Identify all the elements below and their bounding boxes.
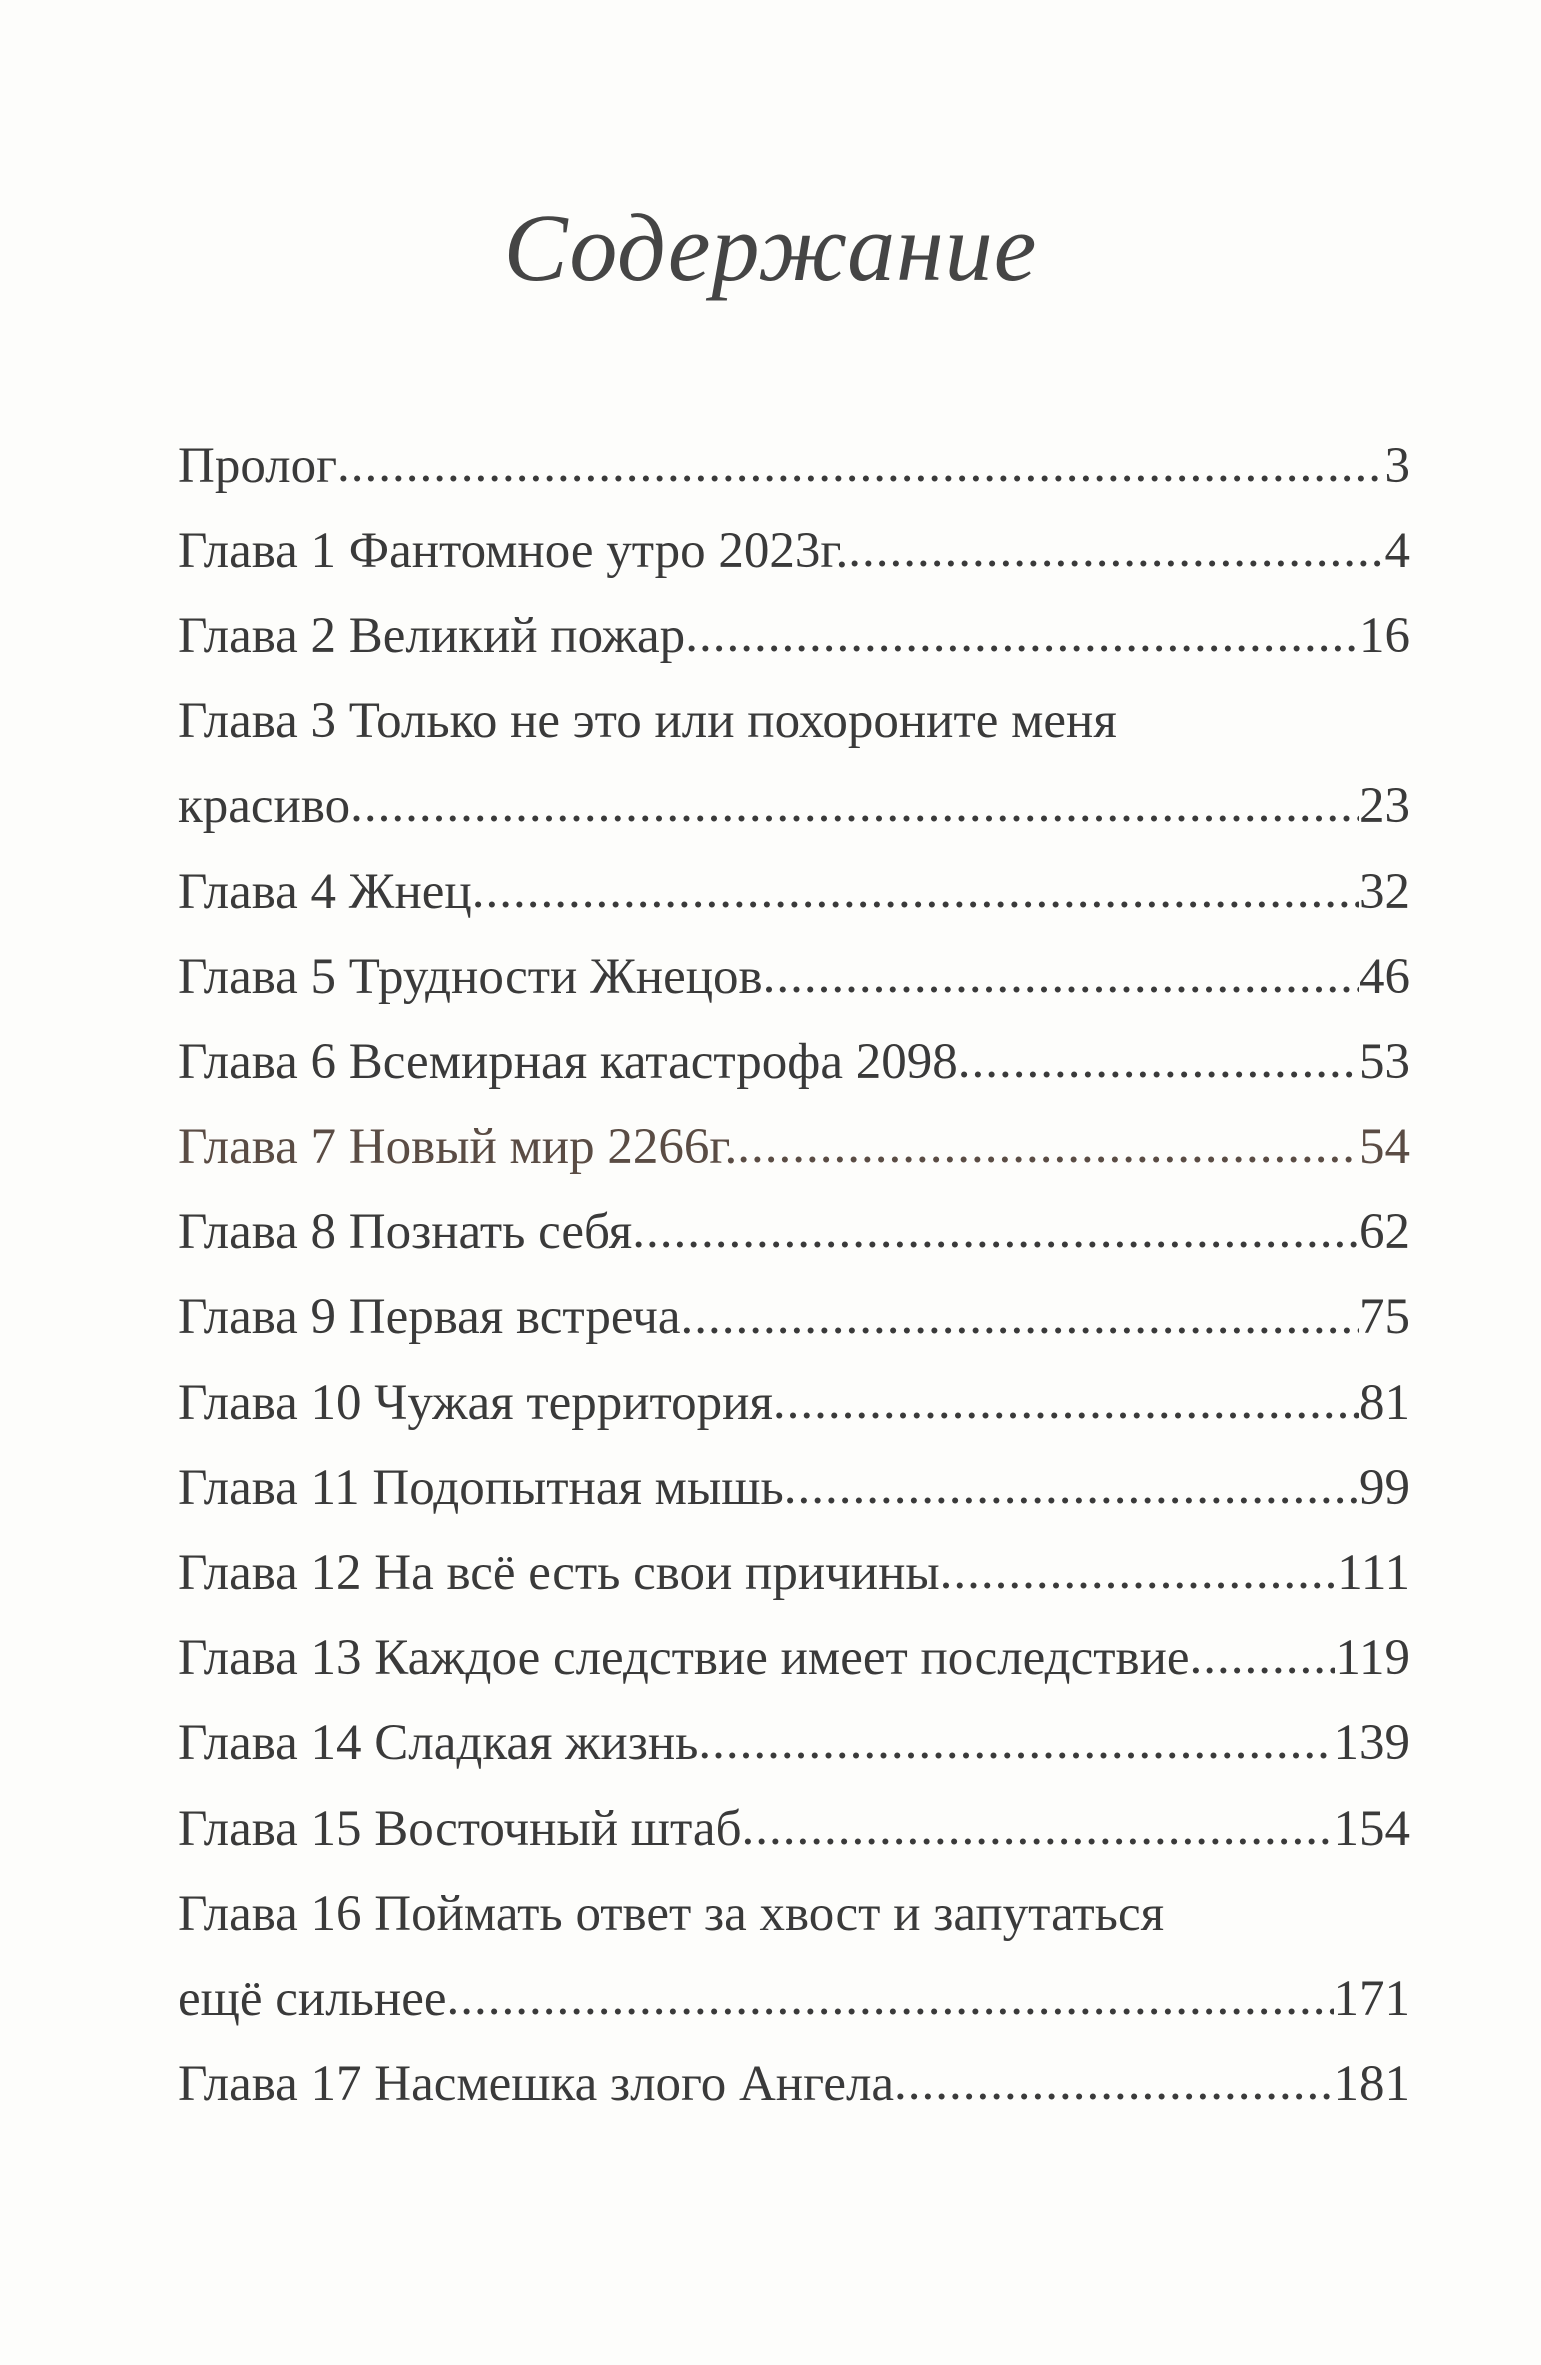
dot-leader <box>337 438 1384 494</box>
toc-page-number: 23 <box>1359 778 1410 835</box>
toc-entry <box>178 1616 1410 1701</box>
dot-leader <box>632 1204 1359 1260</box>
toc-entry <box>178 1360 1410 1445</box>
toc-entry-title: Глава 14 Сладкая жизнь <box>178 1715 699 1772</box>
toc-entry <box>178 679 1410 764</box>
dot-leader <box>698 1715 1333 1771</box>
dot-leader <box>742 1801 1334 1857</box>
toc-entry-title: Глава 15 Восточный штаб <box>178 1800 742 1857</box>
toc-entry <box>178 508 1410 593</box>
toc-page-number: 62 <box>1359 1204 1410 1261</box>
toc-entry <box>178 1190 1410 1275</box>
toc-entry <box>178 423 1410 508</box>
toc-entry <box>178 1275 1410 1360</box>
toc-entry-title: Глава 5 Трудности Жнецов <box>178 948 763 1005</box>
toc-entry-title: Глава 6 Всемирная катастрофа 2098 <box>178 1033 958 1090</box>
toc-page-number: 16 <box>1359 607 1410 664</box>
toc-entry <box>178 1871 1410 1956</box>
toc-entry-title: Глава 13 Каждое следствие имеет последствие <box>178 1630 1190 1687</box>
toc-page-number: 119 <box>1335 1630 1410 1687</box>
toc-page-number: 46 <box>1359 948 1410 1005</box>
dot-leader <box>784 1460 1359 1516</box>
toc-entry <box>178 1530 1410 1615</box>
toc-page-number: 181 <box>1333 2056 1410 2113</box>
toc-entry-title: Глава 17 Насмешка злого Ангела <box>178 2056 895 2113</box>
dot-leader <box>737 1119 1359 1175</box>
dot-leader <box>680 1289 1359 1345</box>
table-of-contents <box>178 423 1410 2127</box>
toc-page-number: 99 <box>1359 1459 1410 1516</box>
dot-leader <box>472 863 1359 919</box>
dot-leader <box>940 1545 1338 1601</box>
toc-entry-title: Глава 2 Великий пожар <box>178 607 686 664</box>
toc-entry <box>178 764 1410 849</box>
toc-entry-title: Глава 8 Познать себя <box>178 1204 633 1261</box>
toc-entry <box>178 934 1410 1019</box>
toc-entry-title: Пролог <box>178 437 338 494</box>
toc-entry-title: Глава 10 Чужая территория <box>178 1374 773 1431</box>
toc-entry <box>178 1956 1410 2041</box>
toc-entry-title: Глава 4 Жнец <box>178 863 472 920</box>
dot-leader <box>685 608 1359 664</box>
dot-leader <box>447 1971 1334 2027</box>
toc-entry <box>178 1786 1410 1871</box>
toc-entry-title: красиво <box>178 778 351 835</box>
toc-entry <box>178 1701 1410 1786</box>
toc-entry <box>178 1019 1410 1104</box>
toc-entry-title: ещё сильнее <box>178 1970 447 2027</box>
toc-entry-title: Глава 7 Новый мир 2266г. <box>178 1119 738 1176</box>
page-title: Содержание <box>503 194 1038 301</box>
toc-page-number: 53 <box>1359 1033 1410 1090</box>
toc-entry <box>178 593 1410 678</box>
toc-page-number: 81 <box>1359 1374 1410 1431</box>
dot-leader <box>848 523 1384 579</box>
toc-page-number: 3 <box>1384 437 1410 494</box>
toc-entry-title: Глава 3 Только не это или похороните меня <box>178 693 1117 750</box>
dot-leader <box>894 2056 1333 2112</box>
toc-page-number: 4 <box>1384 522 1410 579</box>
toc-entry <box>178 2042 1410 2127</box>
toc-page-number: 75 <box>1359 1289 1410 1346</box>
toc-page-number: 54 <box>1359 1119 1410 1176</box>
toc-page-number: 139 <box>1333 1715 1410 1772</box>
toc-entry-title: Глава 1 Фантомное утро 2023г. <box>178 522 849 579</box>
toc-entry-title: Глава 11 Подопытная мышь <box>178 1459 784 1516</box>
dot-leader <box>773 1375 1359 1431</box>
toc-entry <box>178 849 1410 934</box>
toc-entry-title: Глава 9 Первая встреча <box>178 1289 681 1346</box>
toc-entry <box>178 1445 1410 1530</box>
toc-entry <box>178 1105 1410 1190</box>
dot-leader <box>1190 1630 1336 1686</box>
toc-page-number: 171 <box>1333 1970 1410 2027</box>
dot-leader <box>958 1034 1359 1090</box>
dot-leader <box>350 778 1359 834</box>
toc-page-number: 154 <box>1333 1800 1410 1857</box>
toc-page-number: 111 <box>1337 1545 1410 1602</box>
dot-leader <box>763 949 1359 1005</box>
toc-page-number: 32 <box>1359 863 1410 920</box>
toc-entry-title: Глава 16 Поймать ответ за хвост и запутаться <box>178 1885 1165 1942</box>
toc-entry-title: Глава 12 На всё есть свои причины <box>178 1545 940 1602</box>
